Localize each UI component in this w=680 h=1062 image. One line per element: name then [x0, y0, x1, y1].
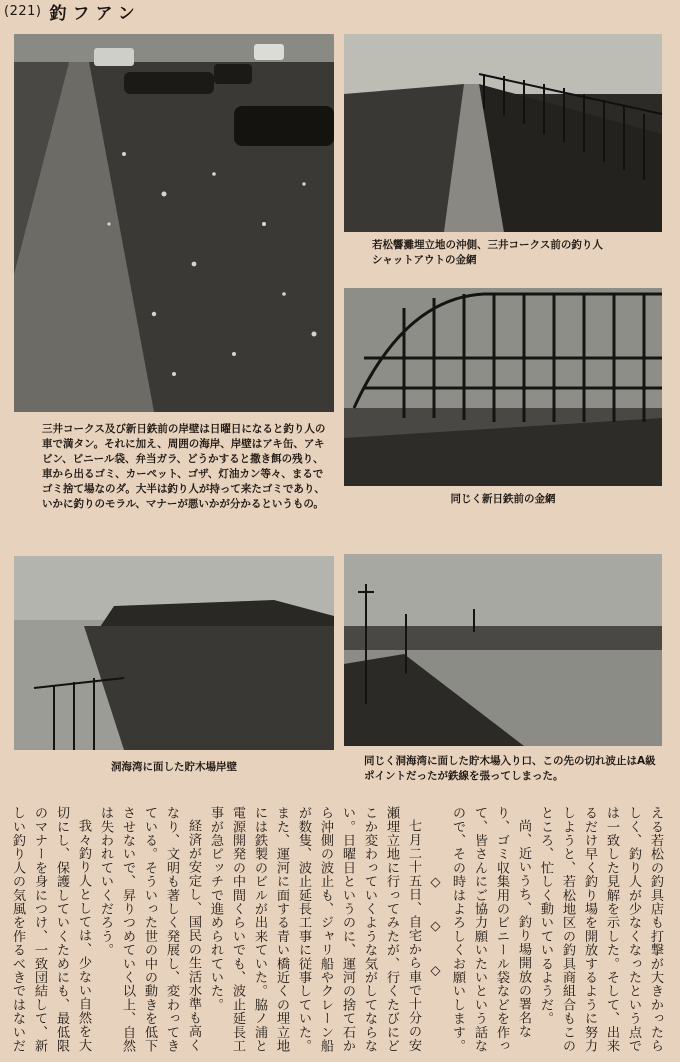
photo4-caption: 洞海湾に面した貯木場岸壁	[111, 761, 237, 773]
article-paragraph: える若松の釣具店も打撃が大きかったらしく、釣り人が少なくなったという点では一致した見解を示した。そして、出来るだけ早く釣り場を開放するように努力しようと、若松地区の釣具商組合もこのところ、忙しく動いているようだ。	[538, 806, 663, 1053]
article-paragraph: 七月二十五日、自宅から車で十分の安瀬埋立地に行ってみたが、行くたびにどこか変わっていくような気がしてならない。日曜日というのに、運河の捨て石から沖側の波止も、ジャリ船やクレーン船が数隻、波止延長工事に従事していた。また、運河に面する青い橋近くの埋立地には鉄製のビルが出来ていた。脇ノ浦と電源開発の中間くらいでも、波止延長工事が急ピッチで進められていた。	[208, 806, 421, 1053]
photo-lumber-yard-quay	[14, 556, 334, 750]
photo-arched-fence	[344, 288, 662, 486]
photo2-caption: 若松響灘埋立地の沖側、三井コークス前の釣り人 シャットアウトの金網	[372, 239, 603, 266]
photo-seawall-cars	[14, 34, 334, 412]
photo5-caption: 同じく洞海湾に面した貯木場入り口、この先の切れ波止はA級ポイントだったが鉄線を張ってしまった。	[364, 755, 656, 782]
article-paragraph: 経済が安定し、国民の生活水準も高くなり、文明も著しく発展し、変わってきている。そういった世の中の動きを低下させないで、昇りつめていく以上、自然は失われていくだろう。	[98, 806, 201, 1053]
magazine-title: 釣フアン	[49, 3, 141, 24]
article-paragraph: 尚、近いうち、釣り場開放の署名なり、ゴミ収集用のビニール袋などを作って、皆さんにご協力願いたいという話なので、その時はよろしくお願いします。	[450, 806, 531, 1053]
photo3-caption: 同じく新日鉄前の金網	[450, 493, 556, 505]
photo-lumber-yard-entrance	[344, 554, 662, 746]
page-header	[4, 0, 141, 22]
article-paragraph: 我々釣り人としては、少ない自然を大切にし、保護していくためにも、最低限のマナーを身につけ、一致団結して、新しい釣り人の気風を作るべきではないだ	[10, 806, 91, 1053]
page-number: (221)	[4, 3, 42, 19]
photo-fence-embankment	[344, 34, 662, 232]
photo1-caption: 三井コークス及び新日鉄前の岸壁は日曜日になると釣り人の車で満タン。それに加え、周囲の海岸、岸壁はアキ缶、アキビン、ビニール袋、弁当ガラ、どうかすると撒き餌の残り、車から出るゴミ、カーペット、ゴザ、灯油カン等々、まるでゴミ捨て場なのダ。大半は釣り人が持って来たゴミであり、いかに釣りのモラル、マナーが悪いかが分かるというもの。	[42, 423, 326, 510]
section-divider: ◇ ◇ ◇	[428, 875, 443, 987]
article-body	[10, 806, 666, 1056]
